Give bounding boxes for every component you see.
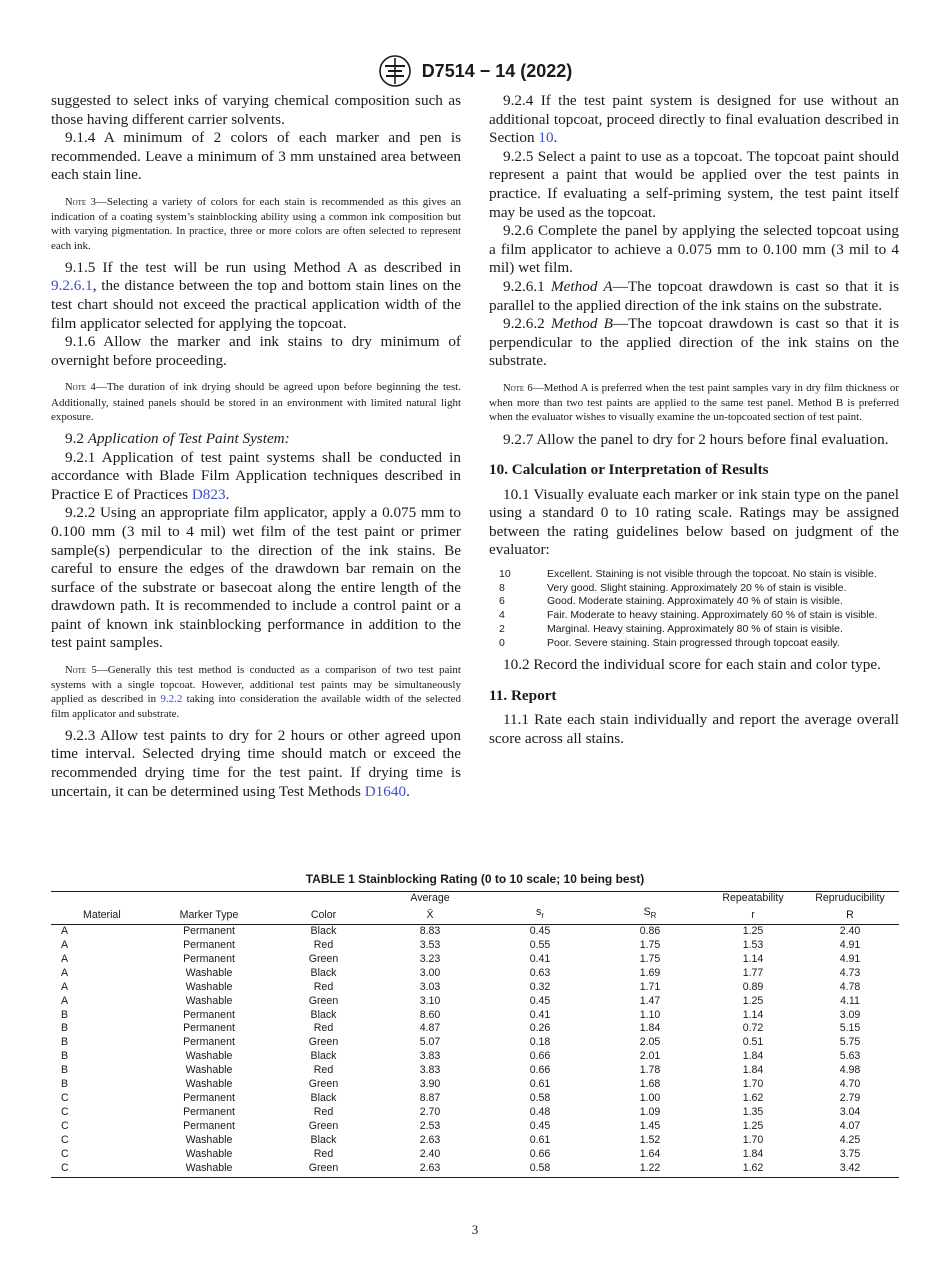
cell-color: Green [308,1036,339,1049]
rating-score: 4 [499,609,505,622]
text: . [225,485,230,503]
text: —The topcoat drawdown is cast so that it is perpendicular to the applied direction of the ink stains on the substrate. [489,315,900,370]
table-row [51,1022,899,1036]
table-row [51,981,899,995]
rating-row [489,609,899,623]
cell-color: Red [313,1105,334,1118]
cell-marker-type: Washable [185,994,233,1007]
right-column [489,92,899,749]
rating-row [489,582,899,596]
cell-SR: 0.86 [639,925,661,938]
cell-SR: 1.71 [639,980,661,993]
note-4 [51,380,461,424]
text: 9.2.4 If the test paint system is designed for use without an additional topcoat, proceed directly to final evaluation described in Section [489,92,899,147]
paragraph-9-2-4 [489,92,899,148]
cell-SR: 1.64 [639,1147,661,1160]
section-heading-10: 10. Calculation or Interpretation of Results [489,461,769,479]
cell-material: A [61,966,69,979]
column-header-SR [595,906,705,925]
cell-material: B [61,1008,69,1021]
cell-material: C [51,1162,146,1178]
cell-material: C [61,1119,69,1132]
text: 9.2.6.1 [503,277,552,295]
cell-average: 2.63 [419,1133,441,1146]
cell-SR: 1.09 [639,1105,661,1118]
table-row [51,925,899,939]
cell-R: 3.09 [839,1008,861,1021]
cell-R: 4.91 [839,939,861,952]
note-label: Note 5 [65,665,97,677]
page-header [0,54,950,88]
paragraph-9-1-4: 9.1.4 A minimum of 2 colors of each marker and pen is recommended. Leave a minimum of 3 mm unstained area between each stain line. [51,129,461,184]
rating-row [489,623,899,637]
section-link-9-2-6-1[interactable]: 9.2.6.1 [51,277,93,295]
cell-average: 3.03 [419,980,441,993]
cell-r: 0.51 [742,1036,764,1049]
cell-sr: 0.58 [529,1091,551,1104]
cell-r: 0.72 [742,1022,764,1035]
column-header-marker-type: Marker Type [146,906,272,925]
table-row [51,953,899,967]
cell-material: B [61,1036,69,1049]
cell-material: C [61,1147,69,1160]
cell-r: 1.70 [742,1133,764,1146]
subsection-title: Application of Test Paint System: [87,429,290,447]
cell-average: 3.53 [419,939,441,952]
cell-r: 1.14 [742,952,764,965]
note-text: —The duration of ink drying should be agreed upon before beginning the test. Additionally, stained panels should be stored in an environment with limited natural light exposure. [51,381,461,423]
cell-color: Green [308,952,339,965]
column-header-material: Material [51,906,146,925]
table-row [51,1106,899,1120]
paragraph-9-2-7: 9.2.7 Allow the panel to dry for 2 hours before final evaluation. [503,430,889,448]
cell-SR: 1.68 [639,1078,661,1091]
table-title: TABLE 1 Stainblocking Rating (0 to 10 scale; 10 being best) [305,872,645,886]
cell-color: Black [310,1133,337,1146]
rating-score: 6 [499,595,505,608]
note-5 [51,663,461,721]
cell-marker-type: Washable [185,1050,233,1063]
cell-average: 2.40 [419,1147,441,1160]
paragraph-10-2: 10.2 Record the individual score for each stain and color type. [503,656,881,674]
cell-R: 4.98 [839,1064,861,1077]
rating-description: Marginal. Heavy staining. Approximately 80 % of stain is visible. [547,622,843,635]
cell-average: 3.10 [419,994,441,1007]
cell-color: Red [313,939,334,952]
paragraph-9-2-1 [51,449,461,505]
note-3 [51,195,461,253]
cell-color: Black [310,1091,337,1104]
text: . [406,782,410,800]
table-row [51,1092,899,1106]
cell-R: 4.25 [839,1133,861,1146]
cell-material: A [61,952,69,965]
table-row [51,1036,899,1050]
rating-row [489,568,899,582]
cell-R: 4.91 [839,952,861,965]
rating-row [489,637,899,651]
cell-R: 3.04 [839,1105,861,1118]
cell-r: 1.84 [742,1050,764,1063]
cell-average: 3.83 [419,1064,441,1077]
rating-description: Fair. Moderate to heavy staining. Approximately 60 % of stain is visible. [547,609,878,622]
table-row [51,1134,899,1148]
table-row [51,1050,899,1064]
cell-color: Red [313,1064,334,1077]
paragraph-9-2-3 [51,727,461,801]
astm-logo-icon [378,54,412,88]
cell-r: 1.53 [742,939,764,952]
paragraph-9-2 [51,430,461,449]
cell-r: 1.62 [705,1162,801,1178]
cell-R: 3.75 [839,1147,861,1160]
text: . [553,129,558,147]
rating-description: Good. Moderate staining. Approximately 40 % of stain is visible. [547,595,843,608]
note-label: Note 6 [503,382,533,394]
paragraph-10-1: 10.1 Visually evaluate each marker or ink stain type on the panel using a standard 0 to 10 rating scale. Ratings may be assigned between the rating guidelines below based on judgment of the evaluator: [489,485,899,559]
table-row [51,1120,899,1134]
cell-average: 5.07 [419,1036,441,1049]
cell-marker-type: Washable [185,1078,233,1091]
cell-color: Black [310,1008,337,1021]
text: 9.2.6.2 [503,315,552,333]
cell-color: Red [313,1022,334,1035]
cell-sr: 0.45 [529,994,551,1007]
cell-r: 1.84 [742,1064,764,1077]
cell-sr: 0.41 [529,952,551,965]
cell-material: A [61,939,69,952]
rating-score: 10 [499,568,511,581]
reference-link-d823[interactable]: D823 [191,485,226,503]
reference-link-d1640[interactable]: D1640 [364,782,407,800]
cell-SR: 1.69 [639,966,661,979]
cell-R: 4.07 [839,1119,861,1132]
cell-average: 3.83 [419,1050,441,1063]
cell-r: 1.14 [742,1008,764,1021]
cell-SR: 1.47 [639,994,661,1007]
cell-marker-type: Washable [185,1147,233,1160]
cell-SR: 1.00 [639,1091,661,1104]
cell-r: 0.89 [742,980,764,993]
text: , the distance between the top and bottom stain lines on the test chart should not exceed the practical application width of the film applicator selected for applying the topcoat. [51,277,461,332]
cell-marker-type: Permanent [183,1119,235,1132]
cell-R: 4.11 [840,994,860,1007]
section-link-10[interactable]: 10 [538,129,554,147]
cell-sr: 0.18 [529,1036,551,1049]
cell-average: 2.63 [375,1162,485,1178]
cell-average: 8.83 [419,925,441,938]
cell-average: 2.53 [419,1119,441,1132]
cell-marker-type: Permanent [183,1091,235,1104]
cell-marker-type: Permanent [183,1105,235,1118]
note-6 [489,381,899,425]
subscript: r [541,910,544,920]
cell-sr: 0.58 [485,1162,595,1178]
cell-marker-type: Permanent [183,939,235,952]
cell-marker-type: Permanent [183,1022,235,1035]
note-text: —Method A is preferred when the test paint samples vary in dry film thickness or when more than two test paints are applied to the same test panel. Method B is preferred when the evaluator wishes to visually examine the un-topcoated section of test paint. [489,381,899,424]
rating-score: 2 [499,622,505,635]
note-label: Note 3 [65,196,96,208]
cell-sr: 0.41 [529,1008,551,1021]
cell-color: Green [272,1162,375,1178]
cell-SR: 1.78 [639,1064,661,1077]
cell-material: A [61,925,69,938]
cell-color: Black [310,925,337,938]
cell-sr: 0.55 [529,939,551,952]
page-number: 3 [471,1222,479,1237]
paragraph-9-2-6-2 [489,315,899,371]
cell-sr: 0.63 [529,966,551,979]
cell-color: Green [308,994,339,1007]
column-header-average: Average [375,892,485,906]
table-row [51,1009,899,1023]
rating-description: Excellent. Staining is not visible through the topcoat. No stain is visible. [547,568,877,581]
paragraph-9-2-6: 9.2.6 Complete the panel by applying the selected topcoat using a film applicator to achieve a 0.075 mm to 0.100 mm (3 mil to 4 mil) wet film. [489,222,899,277]
cell-average: 4.87 [419,1022,441,1035]
table-header-row [51,892,899,906]
cell-marker-type: Washable [185,966,233,979]
cell-r: 1.25 [742,994,764,1007]
table-row [51,1162,899,1178]
cell-material: B [61,1064,69,1077]
rating-scale-list [489,568,899,650]
cell-color: Black [310,1050,337,1063]
method-title: Method A [551,277,613,295]
column-header-x-bar: X̄ [375,906,485,925]
rating-score: 8 [499,581,505,594]
cell-material: B [61,1078,69,1091]
text: —The topcoat drawdown is cast so that it is parallel to the applied direction of the ink stains on the substrate. [489,277,900,314]
cell-marker-type: Washable [185,980,233,993]
paragraph-9-2-5: 9.2.5 Select a paint to use as a topcoat. The topcoat paint should represent a paint that would be applied over the test paints in practice. If evaluating a self-priming system, the test paint itself may be used as the topcoat. [489,147,899,221]
text: 9.2.1 Application of test paint systems shall be conducted in accordance with Blade Film Application techniques described in Practice E of Practices [51,448,461,503]
cell-sr: 0.61 [529,1133,551,1146]
cell-SR: 1.75 [639,952,661,965]
cell-r: 1.84 [742,1147,764,1160]
text: 9.2.3 Allow test paints to dry for 2 hours or other agreed upon time interval. Selected drying time should match or exceed the recommended drying time for the test paint. If drying time is uncertain, it can be determined using Test Methods [51,726,461,800]
note-text: taking into consideration the available width of the selected film applicator and substrate. [51,693,461,720]
table-row [51,1078,899,1092]
table-row [51,939,899,953]
cell-r: 1.35 [742,1105,764,1118]
table-row [51,967,899,981]
table-body [51,925,899,1178]
paragraph-9-2-2: 9.2.2 Using an appropriate film applicator, apply a 0.075 mm to 0.100 mm (3 mil to 4 mil) wet film of the test paint or primer sample(s) perpendicular to the direction of the ink stains. Be careful to ensure the edges of the drawdown bar remain on the surface of the substrate or basecoat along the entire length of the drawdown path. It is recommended to include a control paint or a paint of known ink stainblocking performance in addition to the test paint samples. [51,504,461,652]
cell-r: 1.77 [742,966,764,979]
cell-average: 3.23 [419,952,441,965]
cell-marker-type: Washable [146,1162,272,1178]
rating-score: 0 [499,636,505,649]
cell-material: B [61,1050,69,1063]
cell-r: 1.70 [742,1078,764,1091]
text: 9.2 [65,429,88,447]
method-title: Method B [551,315,613,333]
cell-color: Green [308,1119,339,1132]
paragraph-9-2-6-1 [489,278,899,315]
table-header-row [51,906,899,925]
cell-sr: 0.66 [529,1147,551,1160]
cell-color: Green [308,1078,339,1091]
symbol: S [643,905,651,918]
subscript: R [650,910,657,920]
cell-color: Black [310,966,337,979]
cell-marker-type: Permanent [183,1008,235,1021]
cell-average: 3.00 [419,966,441,979]
cell-SR: 2.05 [639,1036,661,1049]
column-header-R: R [801,906,899,925]
cell-average: 3.90 [419,1078,441,1091]
rating-description: Poor. Severe staining. Stain progressed through topcoat easily. [547,636,840,649]
cell-average: 8.60 [419,1008,441,1021]
cell-average: 2.70 [419,1105,441,1118]
cell-r: 1.25 [742,1119,764,1132]
cell-SR: 1.52 [639,1133,661,1146]
cell-R: 2.40 [839,925,861,938]
note-text: —Selecting a variety of colors for each stain is recommended as this gives an indication of a coating system’s stainblocking ability using a common ink composition but with varying pigmentation. In practice, three or more colors are often selected to represent each ink. [51,195,461,252]
cell-sr: 0.48 [529,1105,551,1118]
section-link-9-2-2[interactable]: 9.2.2 [160,693,183,706]
cell-material: C [61,1133,69,1146]
column-header-r: r [705,906,801,925]
cell-R: 4.78 [839,980,861,993]
cell-R: 5.63 [839,1050,861,1063]
table-row [51,1064,899,1078]
stainblocking-rating-table [51,891,899,1178]
symbol: s [536,905,542,918]
cell-R: 2.79 [839,1091,861,1104]
cell-sr: 0.61 [529,1078,551,1091]
cell-marker-type: Permanent [183,925,235,938]
cell-R: 4.73 [839,966,861,979]
paragraph-11-1: 11.1 Rate each stain individually and report the average overall score across all stains. [489,711,899,748]
stainblocking-table-section [51,872,899,1178]
cell-SR: 1.10 [639,1008,661,1021]
cell-marker-type: Permanent [183,952,235,965]
cell-SR: 1.45 [639,1119,661,1132]
left-column [51,92,461,801]
cell-sr: 0.66 [529,1064,551,1077]
cell-sr: 0.66 [529,1050,551,1063]
cell-sr: 0.26 [529,1022,551,1035]
column-header-reproducibility: Repruducibility [801,892,899,906]
cell-color: Red [313,1147,334,1160]
note-label: Note 4 [65,382,96,394]
cell-SR: 1.84 [639,1022,661,1035]
cell-sr: 0.32 [529,980,551,993]
cell-marker-type: Washable [185,1064,233,1077]
paragraph: suggested to select inks of varying chemical composition such as those having different carrier solvents. [51,92,461,128]
cell-R: 4.70 [839,1078,861,1091]
table-row [51,995,899,1009]
cell-material: C [61,1091,69,1104]
cell-SR: 1.75 [639,939,661,952]
cell-material: A [61,980,69,993]
cell-sr: 0.45 [529,925,551,938]
cell-SR: 2.01 [639,1050,661,1063]
column-header-color: Color [272,906,375,925]
cell-r: 1.25 [742,925,764,938]
cell-R: 5.75 [839,1036,861,1049]
rating-row [489,595,899,609]
section-heading-11: 11. Report [489,686,557,704]
text: 9.1.5 If the test will be run using Method A as described in [65,258,461,276]
cell-material: C [61,1105,69,1118]
cell-sr: 0.45 [529,1119,551,1132]
cell-marker-type: Washable [185,1133,233,1146]
cell-r: 1.62 [742,1091,764,1104]
table-row [51,1148,899,1162]
document-id: D7514 − 14 (2022) [421,60,573,81]
cell-average: 8.87 [419,1091,441,1104]
column-header-sr [485,906,595,925]
cell-SR: 1.22 [595,1162,705,1178]
note-text: —Generally this test method is conducted as a comparison of two test paint systems with a single topcoat. However, additional test paints may be simultaneously applied as described in [51,664,461,706]
cell-color: Red [313,980,334,993]
cell-marker-type: Permanent [183,1036,235,1049]
cell-material: A [61,994,69,1007]
rating-description: Very good. Slight staining. Approximately 20 % of stain is visible. [547,581,847,594]
cell-material: B [61,1022,69,1035]
paragraph-9-1-6: 9.1.6 Allow the marker and ink stains to dry minimum of overnight before proceeding. [51,333,461,369]
cell-R: 3.42 [801,1162,899,1178]
paragraph-9-1-5 [51,259,461,333]
column-header-repeatability: Repeatability [705,892,801,906]
cell-R: 5.15 [839,1022,861,1035]
